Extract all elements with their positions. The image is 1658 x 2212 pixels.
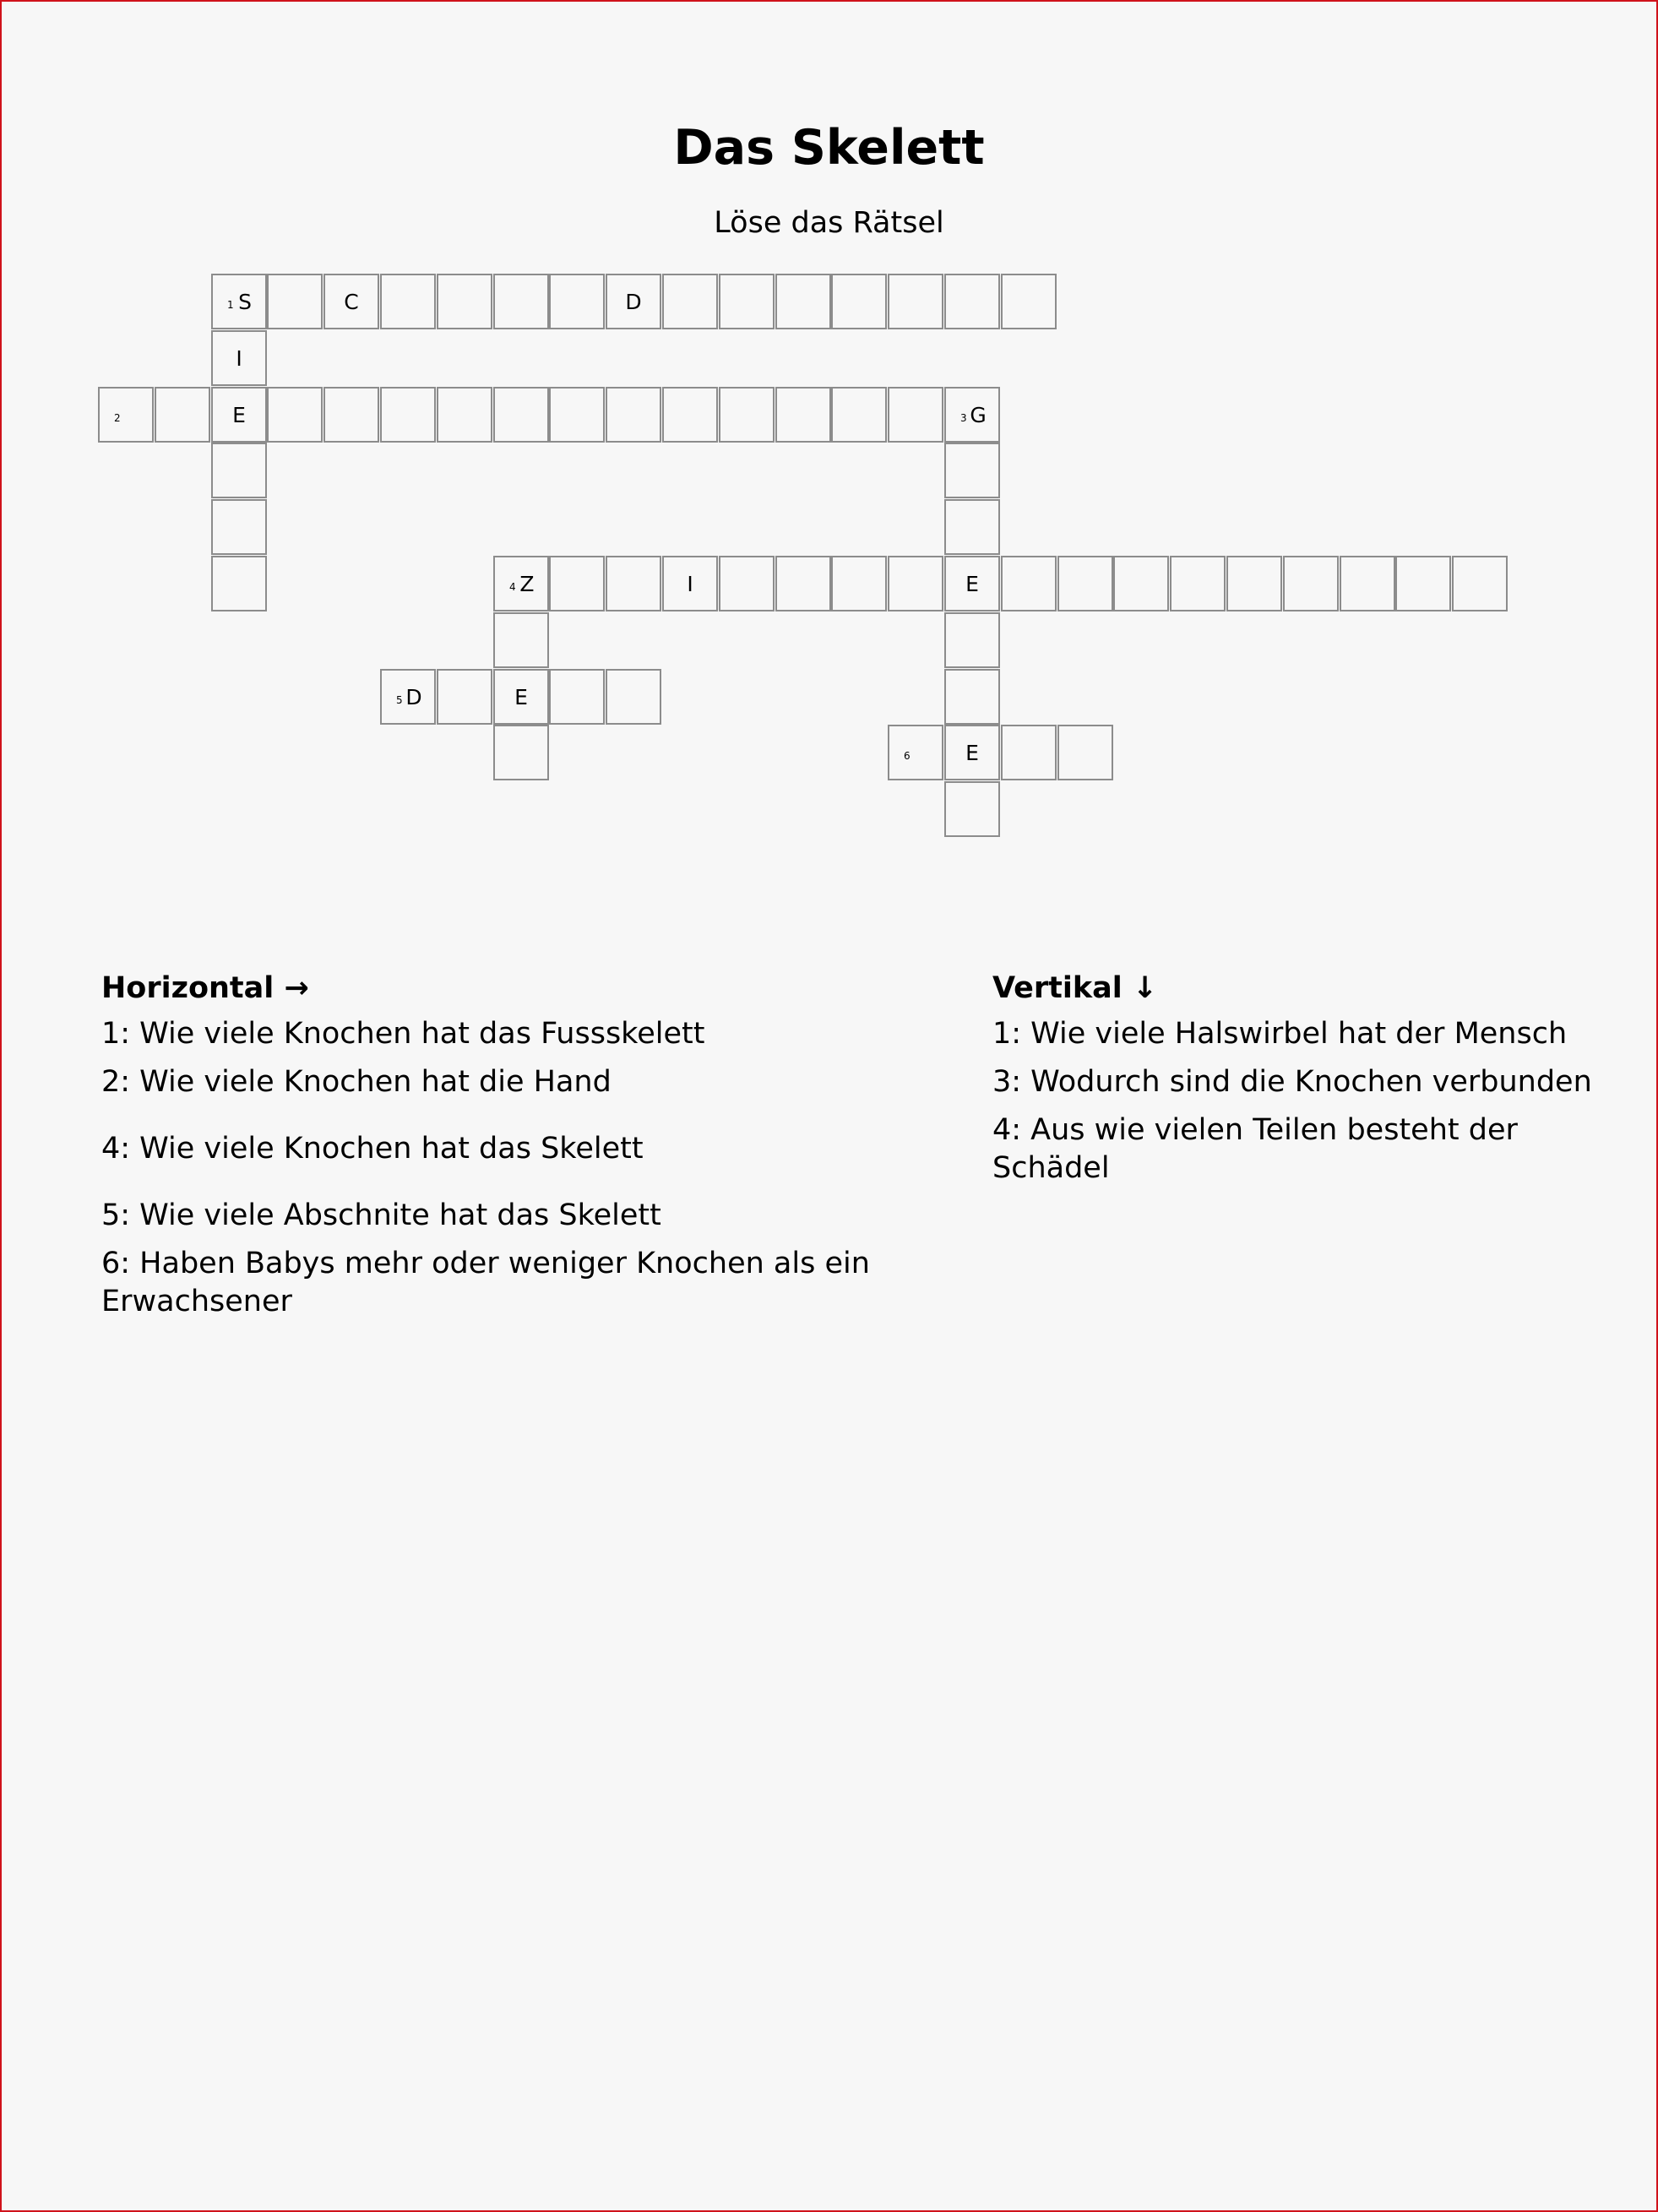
crossword-cell[interactable]: [549, 556, 605, 611]
crossword-cell[interactable]: [323, 387, 379, 443]
crossword-cell[interactable]: [493, 725, 549, 780]
clue-number: 2: [114, 412, 121, 424]
crossword-cell[interactable]: [211, 330, 267, 386]
crossword-cell[interactable]: [775, 274, 831, 329]
crossword-cell[interactable]: [211, 274, 267, 329]
crossword-cell[interactable]: [493, 669, 549, 725]
crossword-cell[interactable]: [1395, 556, 1451, 611]
crossword-cell[interactable]: [1170, 556, 1226, 611]
crossword-cell[interactable]: [944, 612, 1000, 668]
crossword-grid: [2, 2, 1656, 931]
crossword-cell[interactable]: [888, 556, 943, 611]
clue-horizontal-1: 1: Wie viele Knochen hat das Fussskelett: [101, 1017, 705, 1051]
page-title: Das Skelett: [673, 120, 985, 176]
crossword-cell[interactable]: [1001, 274, 1057, 329]
crossword-cell[interactable]: [1001, 556, 1057, 611]
cell-letter: Z: [519, 571, 535, 596]
page-subtitle: Löse das Rätsel: [714, 206, 944, 240]
crossword-cell[interactable]: [211, 499, 267, 555]
clue-vertical-4: 4: Aus wie vielen Teilen besteht der Schädel: [992, 1113, 1518, 1185]
crossword-cell[interactable]: [944, 387, 1000, 443]
horizontal-heading: Horizontal →: [101, 971, 309, 1005]
clue-horizontal-5: 5: Wie viele Abschnite hat das Skelett: [101, 1198, 661, 1232]
crossword-cell[interactable]: [211, 387, 267, 443]
crossword-cell[interactable]: [719, 556, 775, 611]
crossword-cell[interactable]: [662, 387, 718, 443]
crossword-cell[interactable]: [944, 556, 1000, 611]
clue-vertical-3: 3: Wodurch sind die Knochen verbunden: [992, 1065, 1592, 1099]
cell-letter: E: [514, 684, 528, 709]
crossword-cell[interactable]: [1283, 556, 1339, 611]
crossword-cell[interactable]: [606, 669, 661, 725]
cell-letter: G: [970, 402, 987, 427]
crossword-cell[interactable]: [1001, 725, 1057, 780]
crossword-cell[interactable]: [323, 274, 379, 329]
crossword-cell[interactable]: [775, 556, 831, 611]
crossword-cell[interactable]: [1057, 556, 1113, 611]
crossword-cell[interactable]: [380, 669, 436, 725]
clue-number: 5: [396, 694, 403, 706]
crossword-cell[interactable]: [888, 274, 943, 329]
crossword-cell[interactable]: [1113, 556, 1169, 611]
crossword-cell[interactable]: [549, 669, 605, 725]
crossword-cell[interactable]: [267, 274, 323, 329]
crossword-cell[interactable]: [267, 387, 323, 443]
crossword-cell[interactable]: [606, 387, 661, 443]
crossword-cell[interactable]: [437, 387, 492, 443]
clue-number: 3: [960, 412, 967, 424]
clue-horizontal-6: 6: Haben Babys mehr oder weniger Knochen als ein Erwachsener: [101, 1247, 870, 1318]
crossword-cell[interactable]: [662, 556, 718, 611]
crossword-cell[interactable]: [437, 669, 492, 725]
cell-letter: S: [238, 289, 252, 314]
crossword-cell[interactable]: [493, 612, 549, 668]
cell-letter: E: [965, 740, 979, 765]
cell-letter: D: [405, 684, 422, 709]
crossword-cell[interactable]: [944, 669, 1000, 725]
clue-number: 6: [904, 750, 911, 762]
crossword-cell[interactable]: [98, 387, 154, 443]
crossword-cell[interactable]: [437, 274, 492, 329]
crossword-cell[interactable]: [1226, 556, 1282, 611]
clue-vertical-1: 1: Wie viele Halswirbel hat der Mensch: [992, 1017, 1568, 1051]
crossword-cell[interactable]: [831, 274, 887, 329]
cell-letter: D: [625, 289, 642, 314]
crossword-cell[interactable]: [831, 387, 887, 443]
crossword-cell[interactable]: [888, 387, 943, 443]
crossword-cell[interactable]: [662, 274, 718, 329]
crossword-cell[interactable]: [493, 387, 549, 443]
clue-horizontal-2: 2: Wie viele Knochen hat die Hand: [101, 1065, 612, 1099]
crossword-cell[interactable]: [944, 725, 1000, 780]
crossword-cell[interactable]: [1452, 556, 1508, 611]
crossword-cell[interactable]: [549, 387, 605, 443]
clue-number: 1: [227, 299, 234, 311]
crossword-cell[interactable]: [719, 274, 775, 329]
crossword-cell[interactable]: [775, 387, 831, 443]
crossword-cell[interactable]: [1057, 725, 1113, 780]
cell-letter: I: [687, 571, 693, 596]
crossword-cell[interactable]: [831, 556, 887, 611]
crossword-cell[interactable]: [606, 274, 661, 329]
crossword-cell[interactable]: [944, 781, 1000, 837]
crossword-cell[interactable]: [155, 387, 210, 443]
crossword-cell[interactable]: [493, 556, 549, 611]
crossword-cell[interactable]: [211, 443, 267, 498]
clue-number: 4: [509, 581, 516, 593]
crossword-cell[interactable]: [606, 556, 661, 611]
crossword-cell[interactable]: [211, 556, 267, 611]
crossword-cell[interactable]: [493, 274, 549, 329]
cell-letter: C: [344, 289, 359, 314]
crossword-cell[interactable]: [549, 274, 605, 329]
horizontal-clues: [101, 970, 912, 1331]
cell-letter: E: [965, 571, 979, 596]
crossword-cell[interactable]: [719, 387, 775, 443]
vertical-clues: [992, 970, 1617, 1198]
cell-letter: I: [236, 345, 242, 371]
clue-horizontal-4: 4: Wie viele Knochen hat das Skelett: [101, 1132, 644, 1166]
crossword-cell[interactable]: [380, 387, 436, 443]
cell-letter: E: [232, 402, 246, 427]
crossword-cell[interactable]: [380, 274, 436, 329]
crossword-cell[interactable]: [944, 274, 1000, 329]
vertical-heading: Vertikal ↓: [992, 971, 1158, 1005]
crossword-cell[interactable]: [1340, 556, 1395, 611]
crossword-cell[interactable]: [888, 725, 943, 780]
crossword-cell[interactable]: [944, 499, 1000, 555]
crossword-cell[interactable]: [944, 443, 1000, 498]
